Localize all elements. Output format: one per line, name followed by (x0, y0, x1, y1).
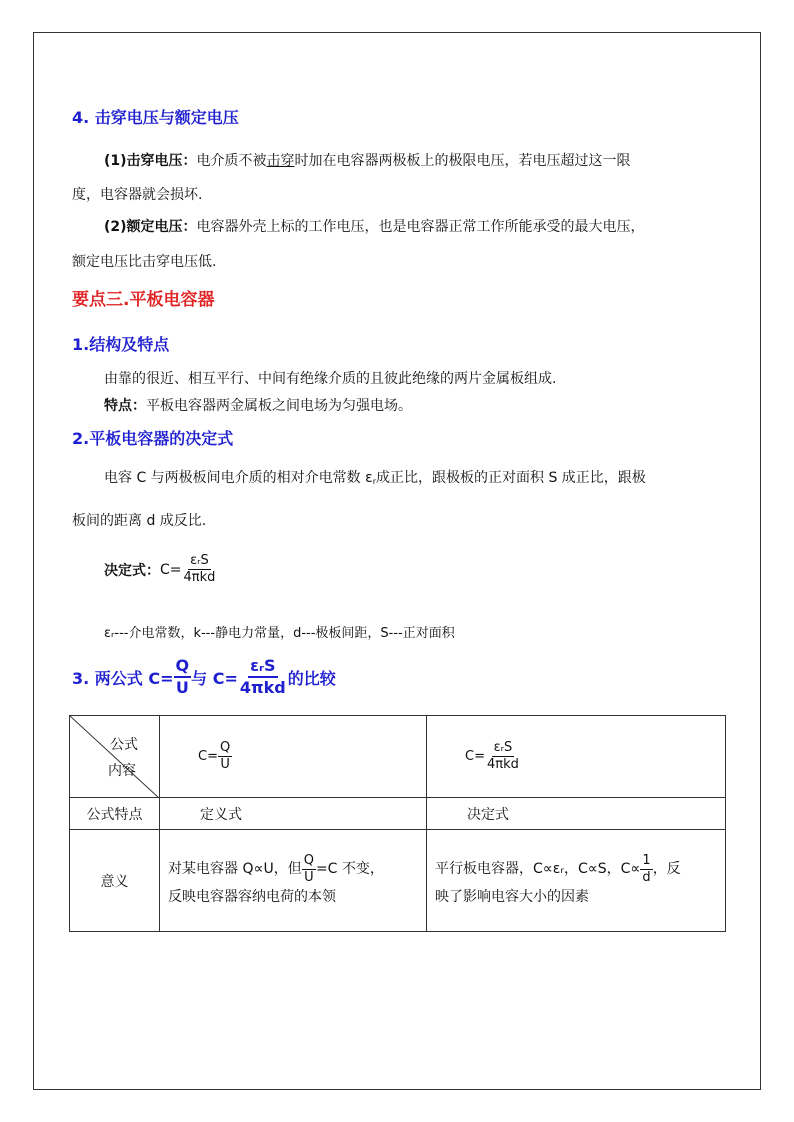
comparison-table (69, 715, 726, 932)
text: 的比较 (287, 668, 336, 688)
cell-determining-meaning (427, 830, 726, 932)
header-cell-definition (160, 716, 427, 798)
numerator: Q (302, 853, 316, 870)
denominator: 4πkd (183, 570, 216, 586)
breakdown-voltage-line2: 度，电容器就会损坏. (72, 187, 203, 203)
text: 电容 C 与两极板间电介质的相对介电常数 ε (104, 470, 373, 486)
table-row (70, 716, 726, 798)
fraction (485, 740, 521, 774)
breakdown-voltage-label: (1)击穿电压： (104, 153, 197, 169)
cell-determining-type: 决定式 (427, 798, 726, 830)
numerator: εᵣS (188, 553, 211, 570)
rated-voltage-para (104, 216, 645, 236)
underlined-term: 击穿 (266, 153, 295, 169)
denominator: 4πkd (239, 678, 286, 697)
denominator: 4πkd (486, 757, 519, 772)
formula-description-line2: 板间的距离 d 成反比. (72, 513, 207, 529)
text: 平行板电容器，C∝εᵣ，C∝S，C∝ (435, 861, 641, 878)
numerator: εᵣS (492, 740, 515, 757)
feature-text (104, 395, 412, 415)
formula-lhs: C= (465, 749, 485, 764)
subscript: r (372, 477, 376, 486)
numerator: 1 (640, 853, 652, 870)
rated-voltage-label: (2)额定电压： (104, 219, 197, 235)
formula-lhs: C= (198, 749, 218, 764)
heading-structure: 1.结构及特点 (72, 335, 170, 354)
formula-label: 决定式： (104, 562, 160, 579)
text: 对某电容器 Q∝U，但 (168, 861, 302, 878)
text: =C 不变， (315, 861, 384, 878)
text: 与 C= (191, 668, 238, 688)
header-cell-determining (427, 716, 726, 798)
cell-definition-meaning (160, 830, 427, 932)
numerator: Q (218, 740, 232, 757)
fraction (218, 740, 232, 774)
diagonal-line (70, 716, 159, 798)
fraction (238, 656, 288, 698)
heading-comparison (72, 656, 336, 698)
table-row (70, 830, 726, 932)
fraction (302, 853, 316, 887)
text: 反映电容器容纳电荷的本领 (168, 889, 336, 906)
fraction (640, 853, 652, 887)
text: ，反 (652, 861, 681, 878)
heading-determining-formula: 2.平板电容器的决定式 (72, 429, 234, 448)
denominator: U (304, 869, 314, 885)
corner-header-cell (70, 716, 160, 798)
numerator: Q (174, 656, 192, 678)
breakdown-voltage-para (104, 150, 631, 170)
fraction (174, 656, 192, 698)
corner-bottom-label: 内容 (108, 763, 136, 779)
fraction (182, 553, 218, 587)
rated-voltage-line2: 额定电压比击穿电压低. (72, 254, 217, 270)
text: 电介质不被 (196, 153, 267, 169)
structure-text: 由靠的很近、相互平行、中间有绝缘介质的且彼此绝缘的两片金属板组成. (104, 371, 557, 387)
denominator: d (642, 869, 651, 885)
cell-definition-type: 定义式 (160, 798, 427, 830)
symbol-legend: εᵣ---介电常数，k---静电力常量，d---极板间距，S---正对面积 (104, 626, 455, 641)
row-label-features: 公式特点 (70, 798, 160, 830)
text: 成正比，跟极板的正对面积 S 成正比，跟极 (376, 470, 646, 486)
denominator: U (220, 757, 230, 772)
heading-key-point-three: 要点三.平板电容器 (72, 290, 215, 310)
determining-formula (104, 553, 217, 587)
table-row (70, 798, 726, 830)
text: 平板电容器两金属板之间电场为匀强电场。 (146, 398, 412, 414)
text: 3. 两公式 C= (72, 668, 174, 688)
formula-lhs: C= (160, 561, 182, 578)
heading-breakdown-voltage: 4. 击穿电压与额定电压 (72, 108, 239, 127)
feature-label: 特点： (104, 398, 146, 414)
formula-description (104, 467, 646, 487)
corner-top-label: 公式 (110, 737, 138, 753)
text: 映了影响电容大小的因素 (435, 889, 589, 906)
row-label-meaning: 意义 (70, 830, 160, 932)
text: 电容器外壳上标的工作电压，也是电容器正常工作所能承受的最大电压， (196, 219, 645, 235)
text: 时加在电容器两极板上的极限电压，若电压超过这一限 (294, 153, 631, 169)
denominator: U (175, 678, 189, 697)
numerator: εᵣS (248, 656, 277, 678)
